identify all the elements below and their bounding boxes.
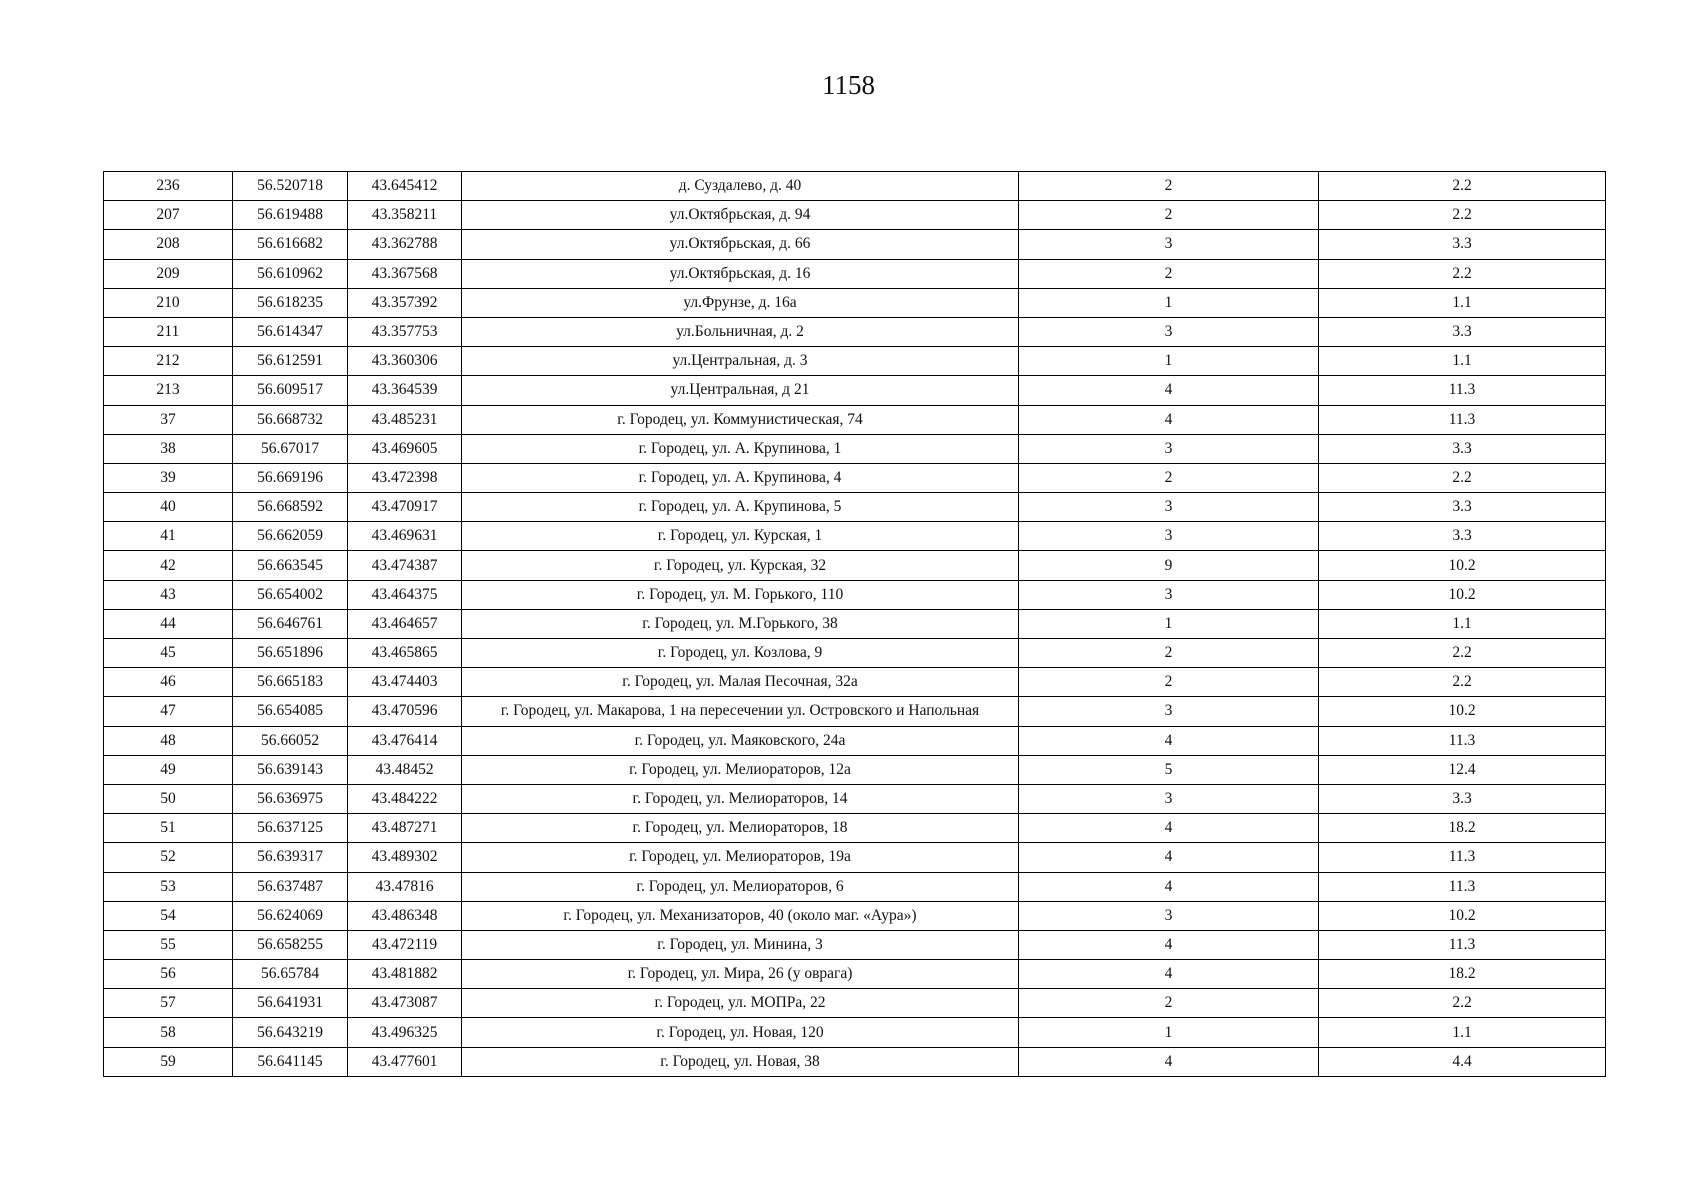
cell-longitude: 43.362788 bbox=[348, 230, 462, 259]
cell-value: 12.4 bbox=[1319, 755, 1606, 784]
cell-number: 48 bbox=[104, 726, 233, 755]
table-row bbox=[104, 230, 1606, 259]
cell-latitude: 56.662059 bbox=[233, 522, 348, 551]
cell-latitude: 56.67017 bbox=[233, 434, 348, 463]
table-row bbox=[104, 609, 1606, 638]
cell-latitude: 56.66052 bbox=[233, 726, 348, 755]
cell-latitude: 56.637487 bbox=[233, 872, 348, 901]
table-row bbox=[104, 960, 1606, 989]
cell-number: 52 bbox=[104, 843, 233, 872]
cell-latitude: 56.520718 bbox=[233, 172, 348, 201]
cell-latitude: 56.641931 bbox=[233, 989, 348, 1018]
table-row bbox=[104, 347, 1606, 376]
cell-value: 18.2 bbox=[1319, 960, 1606, 989]
cell-address: г. Городец, ул. Мелиораторов, 18 bbox=[462, 814, 1019, 843]
cell-longitude: 43.48452 bbox=[348, 755, 462, 784]
table-row bbox=[104, 901, 1606, 930]
cell-latitude: 56.616682 bbox=[233, 230, 348, 259]
cell-number: 209 bbox=[104, 259, 233, 288]
cell-address: ул.Октябрьская, д. 94 bbox=[462, 201, 1019, 230]
cell-longitude: 43.476414 bbox=[348, 726, 462, 755]
cell-longitude: 43.367568 bbox=[348, 259, 462, 288]
cell-address: ул.Фрунзе, д. 16а bbox=[462, 288, 1019, 317]
cell-number: 38 bbox=[104, 434, 233, 463]
cell-latitude: 56.624069 bbox=[233, 901, 348, 930]
cell-number: 211 bbox=[104, 317, 233, 346]
cell-count: 4 bbox=[1019, 1047, 1319, 1076]
cell-latitude: 56.646761 bbox=[233, 609, 348, 638]
cell-address: г. Городец, ул. Механизаторов, 40 (около маг. «Аура») bbox=[462, 901, 1019, 930]
cell-value: 4.4 bbox=[1319, 1047, 1606, 1076]
cell-value: 2.2 bbox=[1319, 259, 1606, 288]
table-row bbox=[104, 405, 1606, 434]
table-row bbox=[104, 463, 1606, 492]
table-row bbox=[104, 668, 1606, 697]
cell-value: 11.3 bbox=[1319, 843, 1606, 872]
cell-count: 1 bbox=[1019, 609, 1319, 638]
cell-number: 58 bbox=[104, 1018, 233, 1047]
cell-number: 47 bbox=[104, 697, 233, 726]
cell-longitude: 43.486348 bbox=[348, 901, 462, 930]
cell-number: 213 bbox=[104, 376, 233, 405]
cell-address: г. Городец, ул. Макарова, 1 на пересечении ул. Островского и Напольная bbox=[462, 697, 1019, 726]
cell-value: 3.3 bbox=[1319, 493, 1606, 522]
table-row bbox=[104, 551, 1606, 580]
cell-count: 4 bbox=[1019, 930, 1319, 959]
cell-count: 4 bbox=[1019, 726, 1319, 755]
cell-value: 1.1 bbox=[1319, 1018, 1606, 1047]
cell-longitude: 43.474403 bbox=[348, 668, 462, 697]
cell-count: 2 bbox=[1019, 172, 1319, 201]
cell-count: 4 bbox=[1019, 872, 1319, 901]
cell-number: 39 bbox=[104, 463, 233, 492]
cell-value: 10.2 bbox=[1319, 580, 1606, 609]
cell-address: г. Городец, ул. Маяковского, 24а bbox=[462, 726, 1019, 755]
cell-number: 212 bbox=[104, 347, 233, 376]
cell-address: г. Городец, ул. А. Крупинова, 1 bbox=[462, 434, 1019, 463]
cell-number: 208 bbox=[104, 230, 233, 259]
cell-longitude: 43.47816 bbox=[348, 872, 462, 901]
cell-count: 4 bbox=[1019, 405, 1319, 434]
cell-longitude: 43.469631 bbox=[348, 522, 462, 551]
cell-longitude: 43.472398 bbox=[348, 463, 462, 492]
cell-latitude: 56.669196 bbox=[233, 463, 348, 492]
table-row bbox=[104, 872, 1606, 901]
cell-longitude: 43.357753 bbox=[348, 317, 462, 346]
cell-value: 11.3 bbox=[1319, 405, 1606, 434]
cell-address: д. Суздалево, д. 40 bbox=[462, 172, 1019, 201]
cell-address: г. Городец, ул. Мелиораторов, 12а bbox=[462, 755, 1019, 784]
cell-address: ул.Больничная, д. 2 bbox=[462, 317, 1019, 346]
table-row bbox=[104, 930, 1606, 959]
cell-value: 3.3 bbox=[1319, 230, 1606, 259]
cell-count: 3 bbox=[1019, 230, 1319, 259]
cell-number: 44 bbox=[104, 609, 233, 638]
cell-value: 2.2 bbox=[1319, 639, 1606, 668]
cell-count: 3 bbox=[1019, 493, 1319, 522]
cell-count: 3 bbox=[1019, 434, 1319, 463]
cell-address: г. Городец, ул. А. Крупинова, 4 bbox=[462, 463, 1019, 492]
cell-address: г. Городец, ул. Козлова, 9 bbox=[462, 639, 1019, 668]
cell-longitude: 43.487271 bbox=[348, 814, 462, 843]
table-body bbox=[104, 172, 1606, 1077]
cell-latitude: 56.612591 bbox=[233, 347, 348, 376]
cell-latitude: 56.610962 bbox=[233, 259, 348, 288]
table-row bbox=[104, 814, 1606, 843]
cell-address: г. Городец, ул. Минина, 3 bbox=[462, 930, 1019, 959]
table-row bbox=[104, 1047, 1606, 1076]
cell-value: 11.3 bbox=[1319, 726, 1606, 755]
cell-longitude: 43.474387 bbox=[348, 551, 462, 580]
table-row bbox=[104, 493, 1606, 522]
cell-longitude: 43.472119 bbox=[348, 930, 462, 959]
cell-latitude: 56.639143 bbox=[233, 755, 348, 784]
cell-longitude: 43.645412 bbox=[348, 172, 462, 201]
table-row bbox=[104, 172, 1606, 201]
cell-longitude: 43.485231 bbox=[348, 405, 462, 434]
cell-longitude: 43.470917 bbox=[348, 493, 462, 522]
cell-longitude: 43.473087 bbox=[348, 989, 462, 1018]
cell-latitude: 56.663545 bbox=[233, 551, 348, 580]
cell-number: 236 bbox=[104, 172, 233, 201]
table-row bbox=[104, 1018, 1606, 1047]
data-table-container bbox=[103, 171, 1605, 1077]
table-row bbox=[104, 522, 1606, 551]
cell-value: 11.3 bbox=[1319, 872, 1606, 901]
cell-latitude: 56.65784 bbox=[233, 960, 348, 989]
cell-count: 4 bbox=[1019, 814, 1319, 843]
cell-number: 207 bbox=[104, 201, 233, 230]
table-row bbox=[104, 288, 1606, 317]
cell-latitude: 56.658255 bbox=[233, 930, 348, 959]
table-row bbox=[104, 784, 1606, 813]
cell-longitude: 43.489302 bbox=[348, 843, 462, 872]
cell-number: 51 bbox=[104, 814, 233, 843]
table-row bbox=[104, 843, 1606, 872]
cell-latitude: 56.637125 bbox=[233, 814, 348, 843]
cell-address: ул.Центральная, д. 3 bbox=[462, 347, 1019, 376]
table-row bbox=[104, 376, 1606, 405]
cell-longitude: 43.360306 bbox=[348, 347, 462, 376]
cell-number: 43 bbox=[104, 580, 233, 609]
cell-count: 1 bbox=[1019, 1018, 1319, 1047]
cell-latitude: 56.618235 bbox=[233, 288, 348, 317]
cell-longitude: 43.469605 bbox=[348, 434, 462, 463]
table-row bbox=[104, 580, 1606, 609]
table-row bbox=[104, 697, 1606, 726]
cell-count: 2 bbox=[1019, 463, 1319, 492]
cell-address: г. Городец, ул. Мира, 26 (у оврага) bbox=[462, 960, 1019, 989]
cell-value: 2.2 bbox=[1319, 989, 1606, 1018]
cell-value: 3.3 bbox=[1319, 434, 1606, 463]
cell-address: г. Городец, ул. Мелиораторов, 19а bbox=[462, 843, 1019, 872]
cell-number: 56 bbox=[104, 960, 233, 989]
cell-latitude: 56.665183 bbox=[233, 668, 348, 697]
cell-latitude: 56.609517 bbox=[233, 376, 348, 405]
cell-latitude: 56.619488 bbox=[233, 201, 348, 230]
cell-address: г. Городец, ул. Коммунистическая, 74 bbox=[462, 405, 1019, 434]
cell-address: г. Городец, ул. Курская, 1 bbox=[462, 522, 1019, 551]
cell-number: 41 bbox=[104, 522, 233, 551]
cell-count: 3 bbox=[1019, 901, 1319, 930]
cell-number: 42 bbox=[104, 551, 233, 580]
table-row bbox=[104, 434, 1606, 463]
cell-number: 40 bbox=[104, 493, 233, 522]
cell-latitude: 56.641145 bbox=[233, 1047, 348, 1076]
table-row bbox=[104, 259, 1606, 288]
cell-number: 45 bbox=[104, 639, 233, 668]
cell-longitude: 43.496325 bbox=[348, 1018, 462, 1047]
cell-number: 54 bbox=[104, 901, 233, 930]
cell-value: 2.2 bbox=[1319, 201, 1606, 230]
cell-number: 55 bbox=[104, 930, 233, 959]
cell-value: 10.2 bbox=[1319, 901, 1606, 930]
cell-count: 1 bbox=[1019, 288, 1319, 317]
table-row bbox=[104, 726, 1606, 755]
cell-number: 210 bbox=[104, 288, 233, 317]
cell-latitude: 56.668592 bbox=[233, 493, 348, 522]
cell-number: 57 bbox=[104, 989, 233, 1018]
cell-value: 10.2 bbox=[1319, 697, 1606, 726]
cell-longitude: 43.464657 bbox=[348, 609, 462, 638]
cell-longitude: 43.464375 bbox=[348, 580, 462, 609]
cell-address: г. Городец, ул. Мелиораторов, 6 bbox=[462, 872, 1019, 901]
cell-count: 5 bbox=[1019, 755, 1319, 784]
cell-count: 3 bbox=[1019, 784, 1319, 813]
cell-latitude: 56.643219 bbox=[233, 1018, 348, 1047]
cell-value: 10.2 bbox=[1319, 551, 1606, 580]
cell-count: 2 bbox=[1019, 201, 1319, 230]
cell-longitude: 43.470596 bbox=[348, 697, 462, 726]
cell-address: г. Городец, ул. М.Горького, 38 bbox=[462, 609, 1019, 638]
cell-count: 2 bbox=[1019, 259, 1319, 288]
cell-value: 1.1 bbox=[1319, 347, 1606, 376]
cell-longitude: 43.358211 bbox=[348, 201, 462, 230]
cell-address: г. Городец, ул. М. Горького, 110 bbox=[462, 580, 1019, 609]
cell-value: 3.3 bbox=[1319, 784, 1606, 813]
cell-latitude: 56.654002 bbox=[233, 580, 348, 609]
cell-latitude: 56.614347 bbox=[233, 317, 348, 346]
cell-value: 1.1 bbox=[1319, 609, 1606, 638]
cell-value: 2.2 bbox=[1319, 463, 1606, 492]
cell-count: 4 bbox=[1019, 843, 1319, 872]
cell-count: 2 bbox=[1019, 668, 1319, 697]
cell-count: 4 bbox=[1019, 376, 1319, 405]
cell-address: г. Городец, ул. МОПРа, 22 bbox=[462, 989, 1019, 1018]
cell-longitude: 43.465865 bbox=[348, 639, 462, 668]
cell-number: 50 bbox=[104, 784, 233, 813]
cell-count: 9 bbox=[1019, 551, 1319, 580]
page-number: 1158 bbox=[822, 70, 875, 100]
cell-value: 11.3 bbox=[1319, 376, 1606, 405]
table-row bbox=[104, 755, 1606, 784]
cell-address: г. Городец, ул. Новая, 120 bbox=[462, 1018, 1019, 1047]
cell-longitude: 43.484222 bbox=[348, 784, 462, 813]
cell-count: 3 bbox=[1019, 697, 1319, 726]
cell-latitude: 56.639317 bbox=[233, 843, 348, 872]
cell-value: 3.3 bbox=[1319, 522, 1606, 551]
cell-address: г. Городец, ул. Новая, 38 bbox=[462, 1047, 1019, 1076]
cell-value: 11.3 bbox=[1319, 930, 1606, 959]
cell-address: г. Городец, ул. А. Крупинова, 5 bbox=[462, 493, 1019, 522]
table-row bbox=[104, 989, 1606, 1018]
cell-number: 59 bbox=[104, 1047, 233, 1076]
cell-address: г. Городец, ул. Мелиораторов, 14 bbox=[462, 784, 1019, 813]
cell-address: ул.Центральная, д 21 bbox=[462, 376, 1019, 405]
cell-count: 3 bbox=[1019, 580, 1319, 609]
cell-value: 18.2 bbox=[1319, 814, 1606, 843]
cell-value: 2.2 bbox=[1319, 172, 1606, 201]
cell-count: 2 bbox=[1019, 639, 1319, 668]
cell-value: 2.2 bbox=[1319, 668, 1606, 697]
cell-count: 3 bbox=[1019, 317, 1319, 346]
cell-latitude: 56.636975 bbox=[233, 784, 348, 813]
cell-number: 53 bbox=[104, 872, 233, 901]
cell-address: г. Городец, ул. Малая Песочная, 32а bbox=[462, 668, 1019, 697]
cell-address: г. Городец, ул. Курская, 32 bbox=[462, 551, 1019, 580]
cell-longitude: 43.481882 bbox=[348, 960, 462, 989]
cell-latitude: 56.651896 bbox=[233, 639, 348, 668]
cell-count: 2 bbox=[1019, 989, 1319, 1018]
data-table bbox=[103, 171, 1606, 1077]
cell-longitude: 43.364539 bbox=[348, 376, 462, 405]
cell-count: 4 bbox=[1019, 960, 1319, 989]
table-row bbox=[104, 201, 1606, 230]
cell-longitude: 43.357392 bbox=[348, 288, 462, 317]
cell-number: 49 bbox=[104, 755, 233, 784]
cell-number: 46 bbox=[104, 668, 233, 697]
cell-latitude: 56.654085 bbox=[233, 697, 348, 726]
cell-count: 1 bbox=[1019, 347, 1319, 376]
cell-address: ул.Октябрьская, д. 16 bbox=[462, 259, 1019, 288]
cell-value: 1.1 bbox=[1319, 288, 1606, 317]
table-row bbox=[104, 639, 1606, 668]
cell-number: 37 bbox=[104, 405, 233, 434]
cell-count: 3 bbox=[1019, 522, 1319, 551]
table-row bbox=[104, 317, 1606, 346]
cell-longitude: 43.477601 bbox=[348, 1047, 462, 1076]
cell-value: 3.3 bbox=[1319, 317, 1606, 346]
cell-address: ул.Октябрьская, д. 66 bbox=[462, 230, 1019, 259]
cell-latitude: 56.668732 bbox=[233, 405, 348, 434]
